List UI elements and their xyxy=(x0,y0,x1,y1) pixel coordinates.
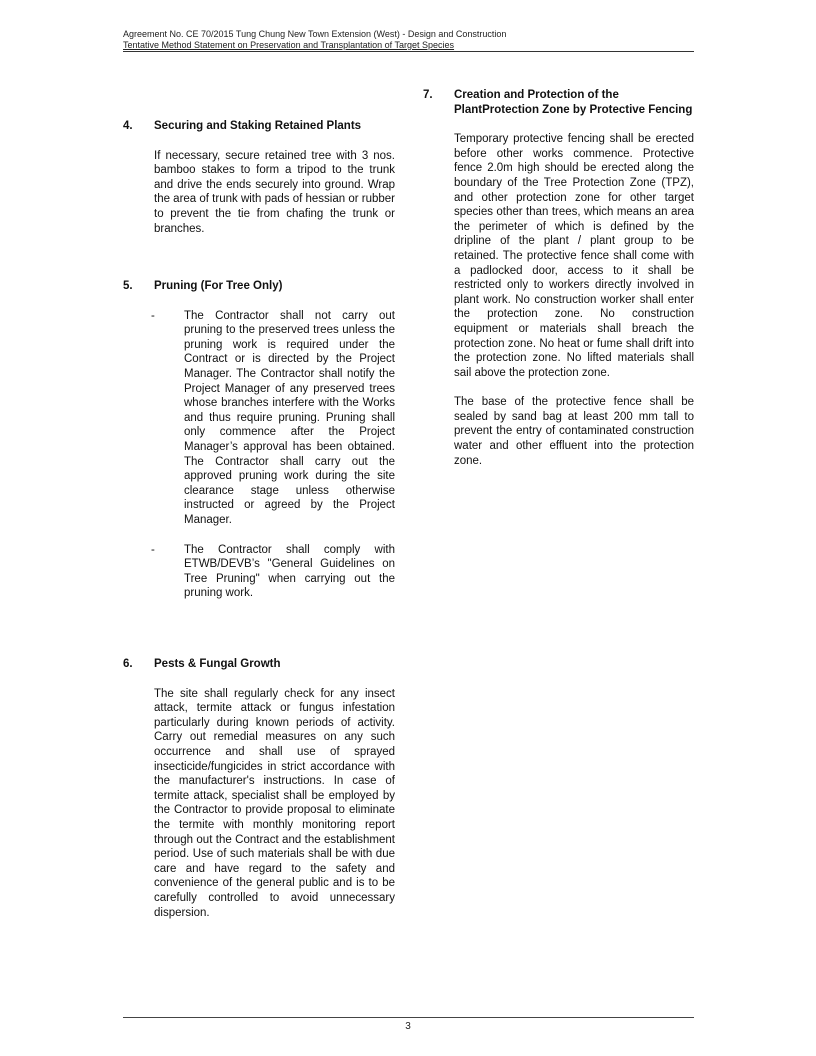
header-agreement-line: Agreement No. CE 70/2015 Tung Chung New Town Extension (West) - Design and Construction xyxy=(123,29,507,39)
section-number: 4. xyxy=(123,120,133,132)
pruning-bullet-2 xyxy=(123,543,395,601)
bullet-dash: - xyxy=(151,543,155,556)
section-6-heading xyxy=(123,657,395,672)
section-4-body: If necessary, secure retained tree with 3 nos. bamboo stakes to form a tripod to the trunk and drive the ends securely into ground. Wrap the area of trunk with pads of hessian or rubber to prevent the tie from chafing the trunk or branches. xyxy=(154,149,396,235)
section-number: 7. xyxy=(423,89,433,101)
section-6-body: The site shall regularly check for any insect attack, termite attack or fungus infestation particularly during known periods of activity. Carry out remedial measures on any such occurrence and shall use of sprayed insecticide/fungicides in strict accordance with the manufacturer's instructions. In case of termite attack, specialist shall be employed by the Contractor to provide proposal to eliminate the termite with monthly monitoring report through out the Contract and the establishment period. Use of such materials shall be with due care and have regard to the safety and convenience of the general public and is to be carefully controlled to avoid unnecessary dispersion. xyxy=(154,687,395,919)
bullet-text: The Contractor shall not carry out pruning to the preserved trees unless the pruning work is required under the Contract or is directed by the Project Manager. The Contractor shall notify the Project Manager of any preserved trees whose branches interfere with the Works and thus require pruning. Pruning shall only commence after the Project Manager’s approval has been obtained. The Contractor shall carry out the approved pruning work during the site clearance stage unless otherwise instructed or agreed by the Project Manager. xyxy=(184,309,395,526)
section-5-heading xyxy=(123,279,395,294)
bullet-dash: - xyxy=(151,309,155,322)
section-4-heading xyxy=(123,119,395,134)
section-6 xyxy=(123,657,395,920)
section-title: Creation and Protection of the PlantProtection Zone by Protective Fencing xyxy=(454,89,693,116)
page-number: 3 xyxy=(405,1021,411,1032)
section-title: Securing and Staking Retained Plants xyxy=(154,120,362,132)
section-7-body-1: Temporary protective fencing shall be erected before other works commence. Protective fence 2.0m high should be erected along the boundary of the Tree Protection Zone (TPZ), and other protection zone for other target species other than trees, which means an area the perimeter of which is defined by the dripline of the plant / plant group to be retained. The protective fence shall come with a padlocked door, access to it shall be restricted only to workers directly involved in plant work. No construction worker shall enter the protection zone. No construction equipment or materials shall breach the protection zone. No heat or fume shall drift into the protection zone. No lifted materials shall sail above the protection zone. xyxy=(454,133,694,379)
section-5 xyxy=(123,279,395,601)
pruning-bullet-1 xyxy=(123,309,395,528)
section-number: 6. xyxy=(123,658,133,670)
header-rule xyxy=(123,51,694,52)
bullet-text: The Contractor shall comply with ETWB/DEVB’s "General Guidelines on Tree Pruning" when carrying out the pruning work. xyxy=(184,543,395,600)
section-7 xyxy=(423,88,694,468)
footer-rule xyxy=(123,1017,694,1018)
section-4 xyxy=(123,119,395,236)
section-title: Pests & Fungal Growth xyxy=(154,658,281,670)
section-number: 5. xyxy=(123,280,133,292)
page-header xyxy=(123,29,694,51)
header-title-line: Tentative Method Statement on Preservation and Transplantation of Target Species xyxy=(123,40,455,50)
section-7-body-2: The base of the protective fence shall be sealed by sand bag at least 200 mm tall to prevent the entry of contaminated construction water and other effluent into the protection zone. xyxy=(454,396,694,467)
section-7-heading xyxy=(423,88,694,117)
section-title: Pruning (For Tree Only) xyxy=(154,280,283,292)
